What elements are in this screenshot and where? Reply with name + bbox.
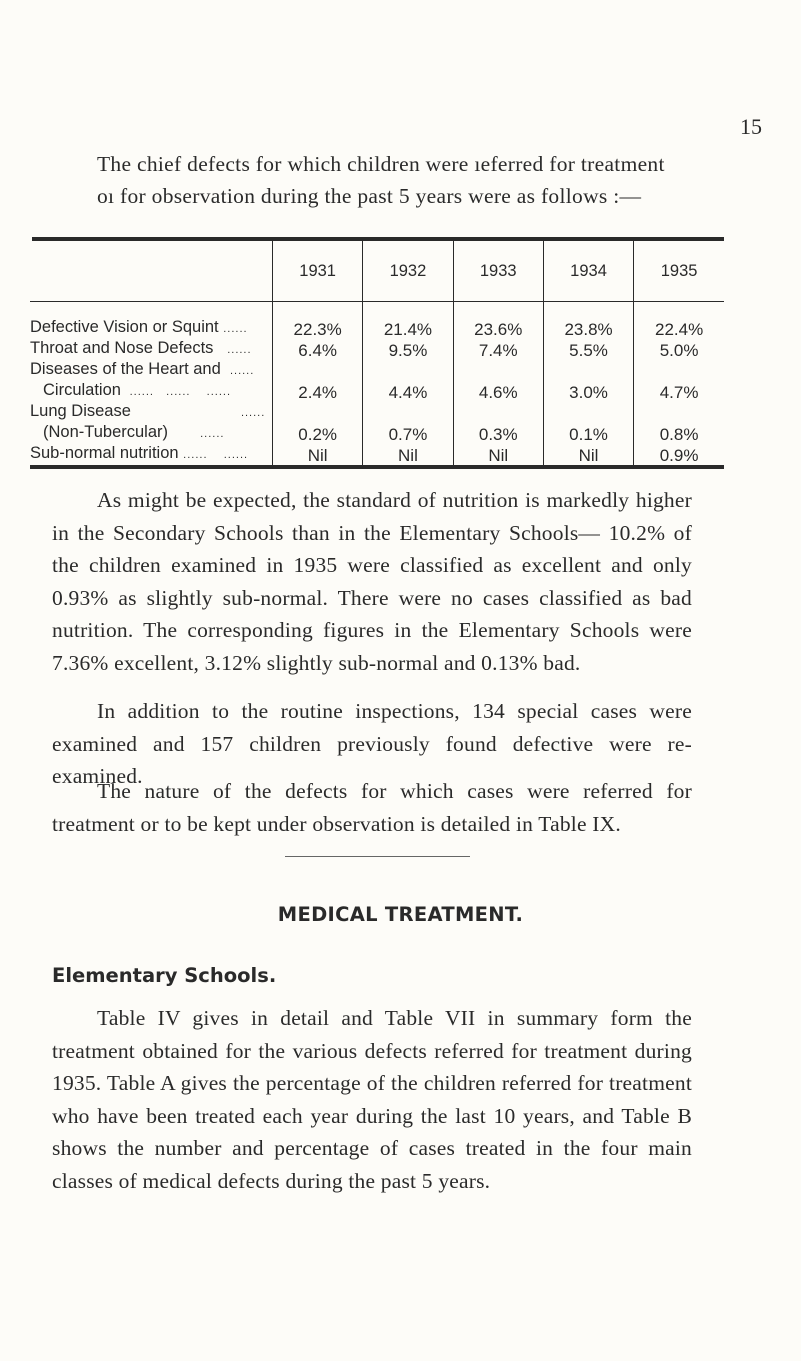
- row-label-continued: Circulation: [43, 381, 121, 399]
- year-header: 1934: [543, 241, 633, 302]
- header-blank-cell: [30, 241, 273, 302]
- table-cell: 22.3%: [273, 302, 363, 340]
- section-divider: [285, 856, 470, 857]
- table-cell: 23.6%: [453, 302, 543, 340]
- table-cell: Nil: [273, 444, 363, 467]
- nutrition-paragraph: As might be expected, the standard of nutrition is markedly higher in the Secondary Schools than in the Elementary Schools— 10.2% of the children examined in 1935 were classified as excellent and only 0.93% as slightly sub-normal. There were no cases classified as bad nutrition. The corresponding figures in the Elementary Schools were 7.36% excellent, 3.12% slightly sub-normal and 0.13% bad.: [52, 488, 692, 675]
- nature-paragraph: The nature of the defects for which cases were referred for treatment or to be kept under observation is detailed in Table IX.: [52, 779, 692, 836]
- table-cell: Nil: [453, 444, 543, 467]
- table-cell: 5.0%: [634, 339, 724, 360]
- defects-table: [30, 237, 724, 469]
- table-cell: 0.2%: [273, 402, 363, 444]
- table-row: Throat and Nose Defects ...... 6.4% 9.5% 7.4% 5.5% 5.0%: [30, 339, 724, 360]
- year-header: 1933: [453, 241, 543, 302]
- table-cell: 23.8%: [543, 302, 633, 340]
- treatment-paragraph: Table IV gives in detail and Table VII in summary form the treatment obtained for the various defects referred for treatment during 1935. Table A gives the percentage of the children referred for treatment who have been treated each year during the last 10 years, and Table B shows the number and percentage of cases treated in the four main classes of medical defects during the past 5 years.: [52, 1006, 692, 1193]
- table-cell: 3.0%: [543, 360, 633, 402]
- table-cell: 6.4%: [273, 339, 363, 360]
- row-label: Lung Disease: [30, 402, 131, 420]
- table-row: Sub-normal nutrition ...... ...... Nil Nil Nil Nil 0.9%: [30, 444, 724, 467]
- table-cell: 2.4%: [273, 360, 363, 402]
- section-heading-medical-treatment: MEDICAL TREATMENT.: [277, 903, 524, 926]
- row-label: Diseases of the Heart and: [30, 360, 221, 378]
- subheading-elementary-schools: Elementary Schools.: [52, 964, 277, 987]
- year-header: 1932: [363, 241, 453, 302]
- year-header: 1931: [273, 241, 363, 302]
- table-cell: 4.4%: [363, 360, 453, 402]
- table-cell: Nil: [543, 444, 633, 467]
- table-cell: 4.7%: [634, 360, 724, 402]
- table-cell: 0.3%: [453, 402, 543, 444]
- table-cell: 21.4%: [363, 302, 453, 340]
- table-cell: 0.1%: [543, 402, 633, 444]
- table-row: Lung Disease ...... (Non-Tubercular) ...... 0.2% 0.7% 0.3% 0.1% 0.8%: [30, 402, 724, 444]
- table-cell: 4.6%: [453, 360, 543, 402]
- year-header: 1935: [634, 241, 724, 302]
- table-cell: 7.4%: [453, 339, 543, 360]
- table-cell: Nil: [363, 444, 453, 467]
- row-label: Throat and Nose Defects: [30, 339, 214, 357]
- page-number: 15: [740, 114, 762, 139]
- row-label: Sub-normal nutrition: [30, 444, 179, 462]
- table-row: Defective Vision or Squint ...... 22.3% 21.4% 23.6% 23.8% 22.4%: [30, 302, 724, 340]
- row-label-continued: (Non-Tubercular): [43, 423, 169, 441]
- table-cell: 22.4%: [634, 302, 724, 340]
- table-cell: 5.5%: [543, 339, 633, 360]
- intro-paragraph: The chief defects for which children were ıeferred for treatment oı for observation during the past 5 years were as follows :—: [97, 152, 665, 208]
- inspections-paragraph: In addition to the routine inspections, 134 special cases were examined and 157 children previously found defective were re-examined.: [52, 699, 692, 788]
- table-header-row: [30, 241, 724, 302]
- row-label: Defective Vision or Squint: [30, 318, 219, 336]
- table-cell: 0.7%: [363, 402, 453, 444]
- table-cell: 0.9%: [634, 444, 724, 467]
- table-row: Diseases of the Heart and ...... Circulation ...... ...... ...... 2.4% 4.4% 4.6% 3.0% 4.7%: [30, 360, 724, 402]
- table-cell: 9.5%: [363, 339, 453, 360]
- table-cell: 0.8%: [634, 402, 724, 444]
